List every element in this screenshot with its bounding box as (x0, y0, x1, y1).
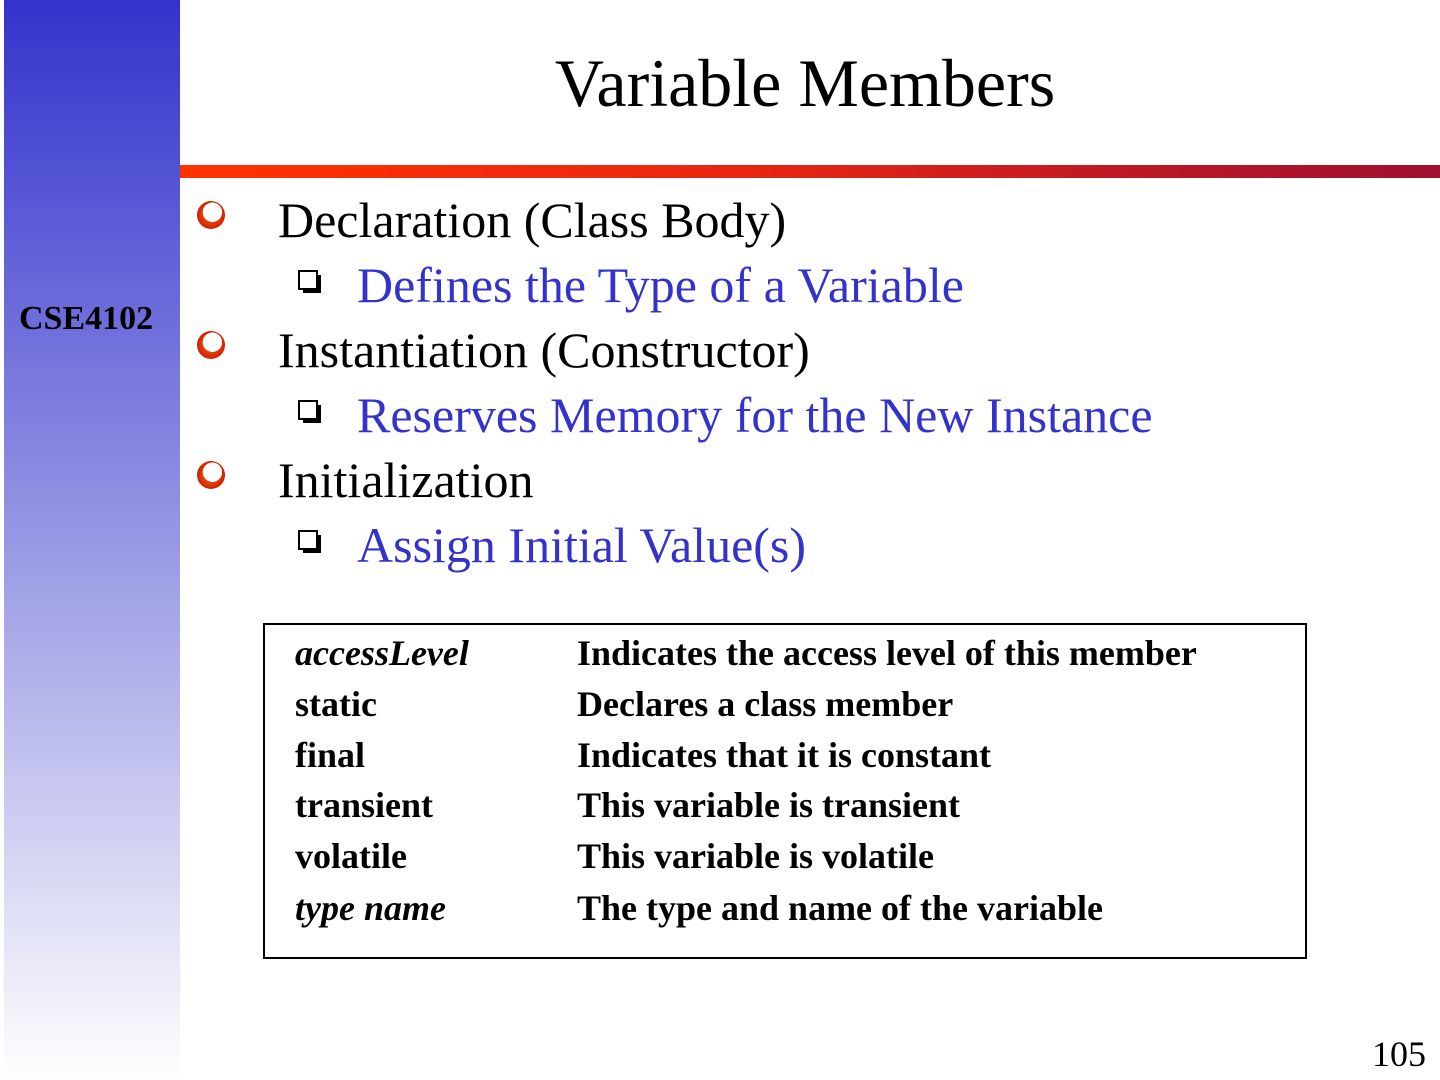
hollow-circle-bullet-icon (197, 201, 225, 229)
bullet-text: Instantiation (Constructor) (278, 322, 810, 378)
sub-bullet-text: Assign Initial Value(s) (357, 517, 807, 573)
table-description: The type and name of the variable (577, 888, 1103, 928)
bullet-item (195, 188, 1425, 253)
table-keyword: static (295, 684, 377, 724)
bullet-list (195, 188, 1425, 578)
table-keyword: accessLevel (295, 633, 469, 673)
sub-bullet-text: Defines the Type of a Variable (357, 257, 964, 313)
table-description: Indicates that it is constant (577, 735, 992, 775)
page-number: 105 (1372, 1034, 1426, 1074)
shadowed-square-bullet-icon (298, 530, 324, 556)
shadowed-square-bullet-icon (298, 270, 324, 296)
course-code-label: CSE4102 (19, 300, 154, 337)
sub-bullet-item (195, 513, 1425, 578)
sub-bullet-item (195, 383, 1425, 448)
bullet-item (195, 318, 1425, 383)
table-keyword: volatile (295, 836, 407, 876)
table-description: This variable is volatile (577, 836, 935, 876)
sub-bullet-text: Reserves Memory for the New Instance (357, 387, 1153, 443)
modifier-table (263, 623, 1307, 959)
sidebar-gradient (4, 0, 180, 1080)
hollow-circle-bullet-icon (197, 331, 225, 359)
table-keyword: transient (295, 785, 433, 825)
table-description: This variable is transient (577, 785, 961, 825)
table-description: Indicates the access level of this member (577, 633, 1197, 673)
slide-title: Variable Members (554, 45, 1056, 121)
bullet-text: Initialization (278, 452, 534, 508)
title-divider (180, 165, 1440, 178)
sub-bullet-item (195, 253, 1425, 318)
bullet-item (195, 448, 1425, 513)
shadowed-square-bullet-icon (298, 400, 324, 426)
table-keyword: final (295, 735, 366, 775)
table-keyword: type name (295, 888, 446, 928)
bullet-text: Declaration (Class Body) (278, 192, 787, 248)
table-description: Declares a class member (577, 684, 954, 724)
hollow-circle-bullet-icon (197, 461, 225, 489)
